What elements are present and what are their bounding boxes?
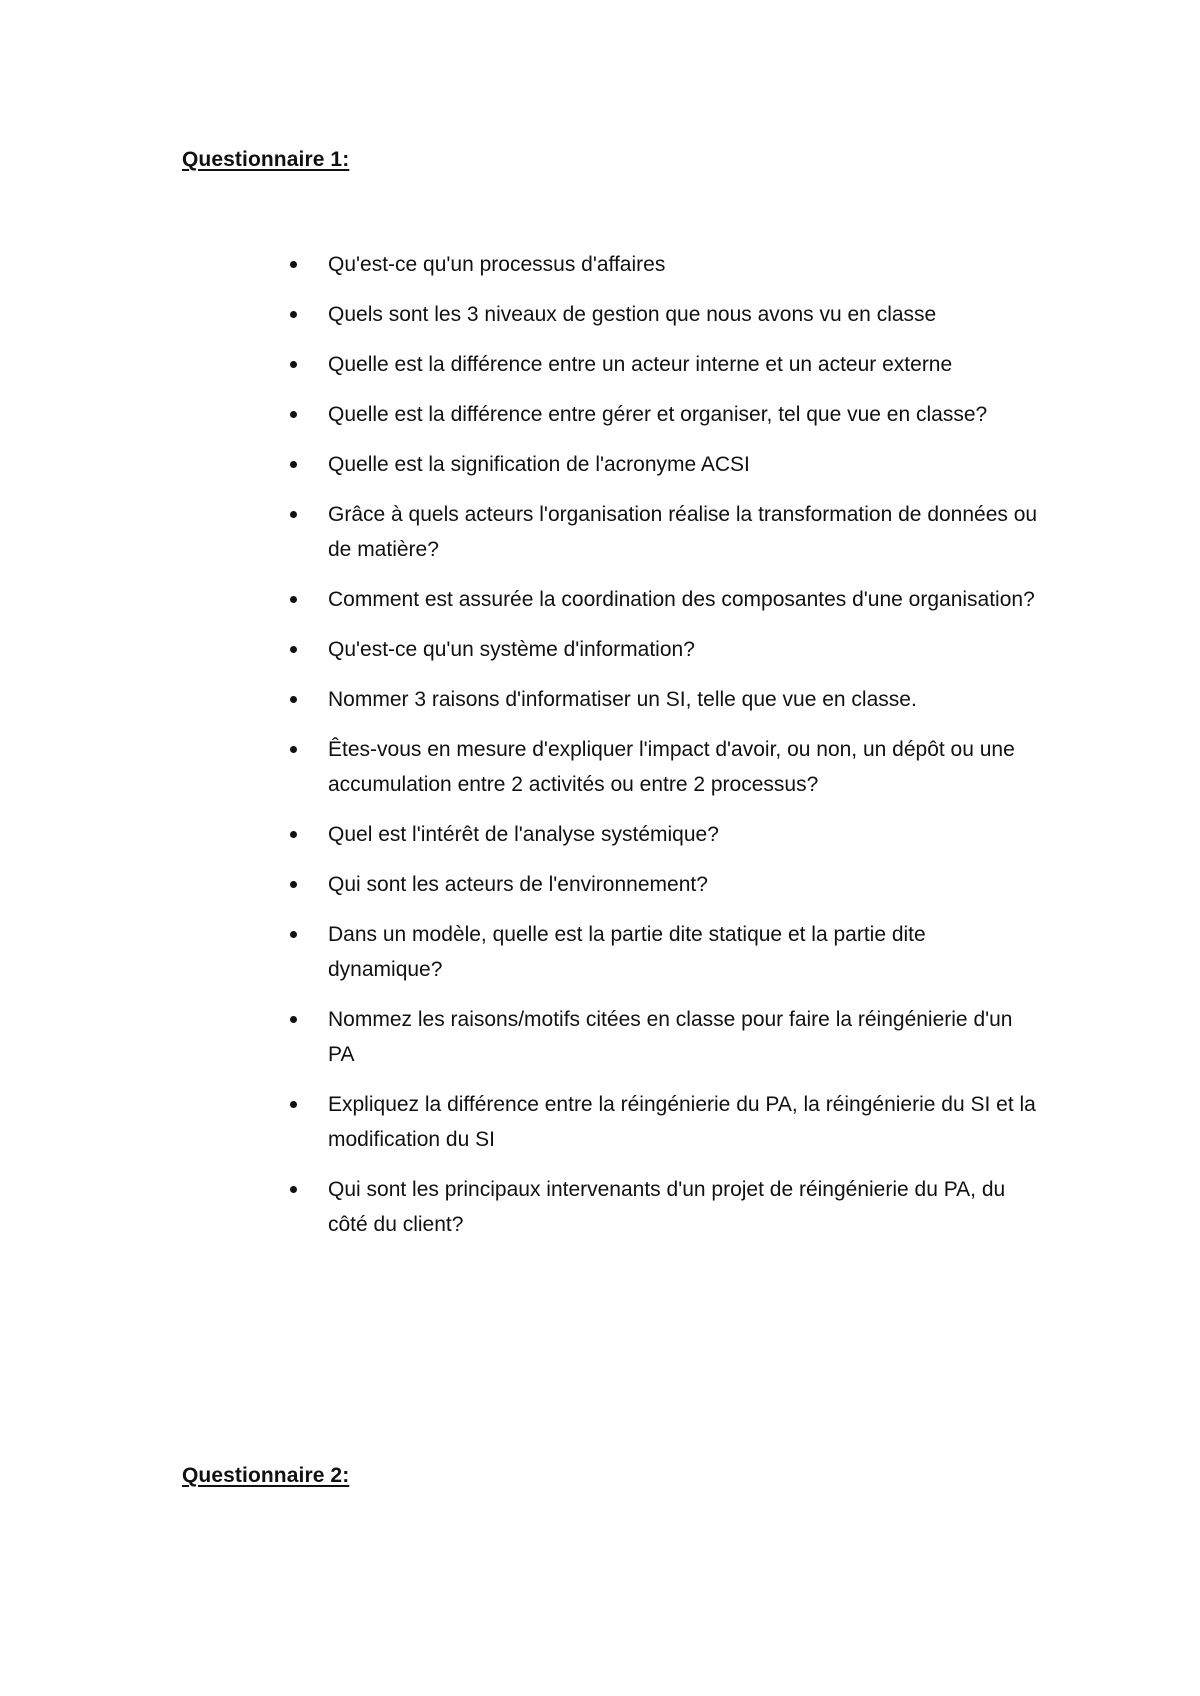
bullet-icon — [290, 596, 297, 603]
list-item — [290, 1002, 1040, 1072]
list-item — [290, 917, 1040, 987]
list-item — [290, 1172, 1040, 1242]
section-heading-questionnaire-1: Questionnaire 1: — [182, 148, 350, 171]
bullet-icon — [290, 311, 297, 318]
question-text: Quels sont les 3 niveaux de gestion que nous avons vu en classe — [328, 303, 937, 326]
bullet-icon — [290, 696, 297, 703]
list-item — [290, 247, 1040, 282]
bullet-icon — [290, 1186, 297, 1193]
question-text: Quel est l'intérêt de l'analyse systémique? — [328, 823, 719, 846]
question-text: Êtes-vous en mesure d'expliquer l'impact d'avoir, ou non, un dépôt ou une accumulation entre 2 activités ou entre 2 processus? — [328, 738, 1015, 796]
bullet-icon — [290, 411, 297, 418]
bullet-icon — [290, 261, 297, 268]
bullet-icon — [290, 746, 297, 753]
list-item — [290, 347, 1040, 382]
question-text: Quelle est la différence entre gérer et organiser, tel que vue en classe? — [328, 403, 988, 426]
list-item — [290, 732, 1040, 802]
list-item — [290, 397, 1040, 432]
bullet-icon — [290, 831, 297, 838]
question-text: Qu'est-ce qu'un processus d'affaires — [328, 253, 666, 276]
bullet-icon — [290, 1101, 297, 1108]
list-item — [290, 1087, 1040, 1157]
list-item — [290, 497, 1040, 567]
question-text: Qu'est-ce qu'un système d'information? — [328, 638, 695, 661]
section-heading-questionnaire-2: Questionnaire 2: — [182, 1464, 350, 1487]
bullet-icon — [290, 931, 297, 938]
question-text: Dans un modèle, quelle est la partie dite statique et la partie dite dynamique? — [328, 923, 926, 981]
question-text: Quelle est la signification de l'acronyme ACSI — [328, 453, 750, 476]
list-item — [290, 582, 1040, 617]
list-item — [290, 817, 1040, 852]
list-item — [290, 682, 1040, 717]
question-text: Expliquez la différence entre la réingénierie du PA, la réingénierie du SI et la modification du SI — [328, 1093, 1036, 1151]
question-text: Grâce à quels acteurs l'organisation réalise la transformation de données ou de matière? — [328, 503, 1038, 561]
bullet-icon — [290, 361, 297, 368]
bullet-icon — [290, 511, 297, 518]
bullet-icon — [290, 881, 297, 888]
list-item — [290, 297, 1040, 332]
question-text: Qui sont les principaux intervenants d'un projet de réingénierie du PA, du côté du client? — [328, 1178, 1006, 1236]
list-item — [290, 447, 1040, 482]
question-list — [290, 247, 1040, 1257]
bullet-icon — [290, 1016, 297, 1023]
question-text: Quelle est la différence entre un acteur interne et un acteur externe — [328, 353, 953, 376]
question-text: Nommez les raisons/motifs citées en classe pour faire la réingénierie d'un PA — [328, 1008, 1013, 1066]
bullet-icon — [290, 461, 297, 468]
question-text: Comment est assurée la coordination des composantes d'une organisation? — [328, 588, 1035, 611]
list-item — [290, 632, 1040, 667]
question-text: Qui sont les acteurs de l'environnement? — [328, 873, 708, 896]
bullet-icon — [290, 646, 297, 653]
list-item — [290, 867, 1040, 902]
question-text: Nommer 3 raisons d'informatiser un SI, telle que vue en classe. — [328, 688, 917, 711]
